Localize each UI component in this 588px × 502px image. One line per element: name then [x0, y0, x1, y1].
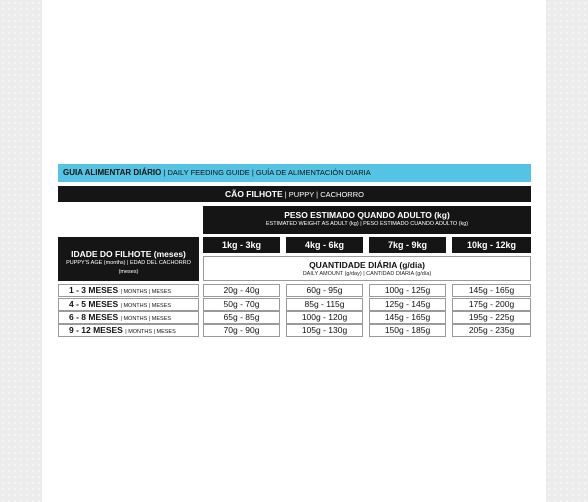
table-cell: 65g - 85g — [203, 311, 280, 324]
table-cell: 150g - 185g — [369, 324, 446, 337]
table-row-age — [58, 298, 199, 311]
age-unit: | MONTHS | MESES — [120, 289, 172, 295]
table-row-age — [58, 284, 199, 297]
table-cell: 100g - 120g — [286, 311, 363, 324]
table-cell: 125g - 145g — [369, 298, 446, 311]
puppy-age-title: IDADE DO FILHOTE (meses) — [71, 249, 186, 259]
weight-range-3: 7kg - 9kg — [369, 237, 446, 253]
table-cell: 105g - 130g — [286, 324, 363, 337]
table-cell: 50g - 70g — [203, 298, 280, 311]
table-cell: 195g - 225g — [452, 311, 531, 324]
table-cell: 70g - 90g — [203, 324, 280, 337]
age-range: 6 - 8 MESES — [69, 312, 119, 322]
table-row-age — [58, 311, 199, 324]
table-row-age — [58, 324, 199, 337]
puppy-subtitle: | PUPPY | CACHORRO — [284, 190, 364, 199]
daily-amount-subtitle: DAILY AMOUNT (g/day) | CANTIDAD DIARIA (g/día) — [302, 271, 432, 277]
puppy-title: CÃO FILHOTE — [225, 189, 283, 199]
table-cell: 60g - 95g — [286, 284, 363, 297]
adult-weight-header — [203, 206, 531, 234]
daily-amount-title: QUANTIDADE DIÁRIA (g/dia) — [309, 260, 425, 270]
adult-weight-subtitle: ESTIMATED WEIGHT AS ADULT (kg) | PESO ESTIMADO CUANDO ADULTO (kg) — [265, 221, 469, 227]
puppy-age-subtitle: PUPPY'S AGE (months) | EDAD DEL CACHORRO (meses) — [66, 260, 191, 275]
weight-range-1: 1kg - 3kg — [203, 237, 280, 253]
age-range: 4 - 5 MESES — [69, 299, 119, 309]
table-cell: 100g - 125g — [369, 284, 446, 297]
age-unit: | MONTHS | MESES — [120, 303, 172, 309]
age-unit: | MONTHS | MESES — [125, 329, 176, 335]
guide-subtitle: | DAILY FEEDING GUIDE | GUÍA DE ALIMENTACIÓN DIARIA — [163, 168, 371, 177]
weight-range-2: 4kg - 6kg — [286, 237, 363, 253]
age-unit: | MONTHS | MESES — [120, 316, 172, 322]
weight-range-4: 10kg - 12kg — [452, 237, 531, 253]
daily-amount-header — [203, 256, 531, 281]
table-cell: 85g - 115g — [286, 298, 363, 311]
feeding-guide-header — [58, 164, 531, 182]
table-cell: 145g - 165g — [452, 284, 531, 297]
puppy-age-header — [58, 237, 199, 281]
guide-title: GUIA ALIMENTAR DIÁRIO — [63, 168, 162, 177]
age-range: 1 - 3 MESES — [69, 285, 119, 295]
puppy-header — [58, 186, 531, 202]
age-range: 9 - 12 MESES — [69, 325, 123, 335]
table-cell: 175g - 200g — [452, 298, 531, 311]
table-cell: 20g - 40g — [203, 284, 280, 297]
table-cell: 145g - 165g — [369, 311, 446, 324]
table-cell: 205g - 235g — [452, 324, 531, 337]
adult-weight-title: PESO ESTIMADO QUANDO ADULTO (kg) — [284, 210, 450, 220]
